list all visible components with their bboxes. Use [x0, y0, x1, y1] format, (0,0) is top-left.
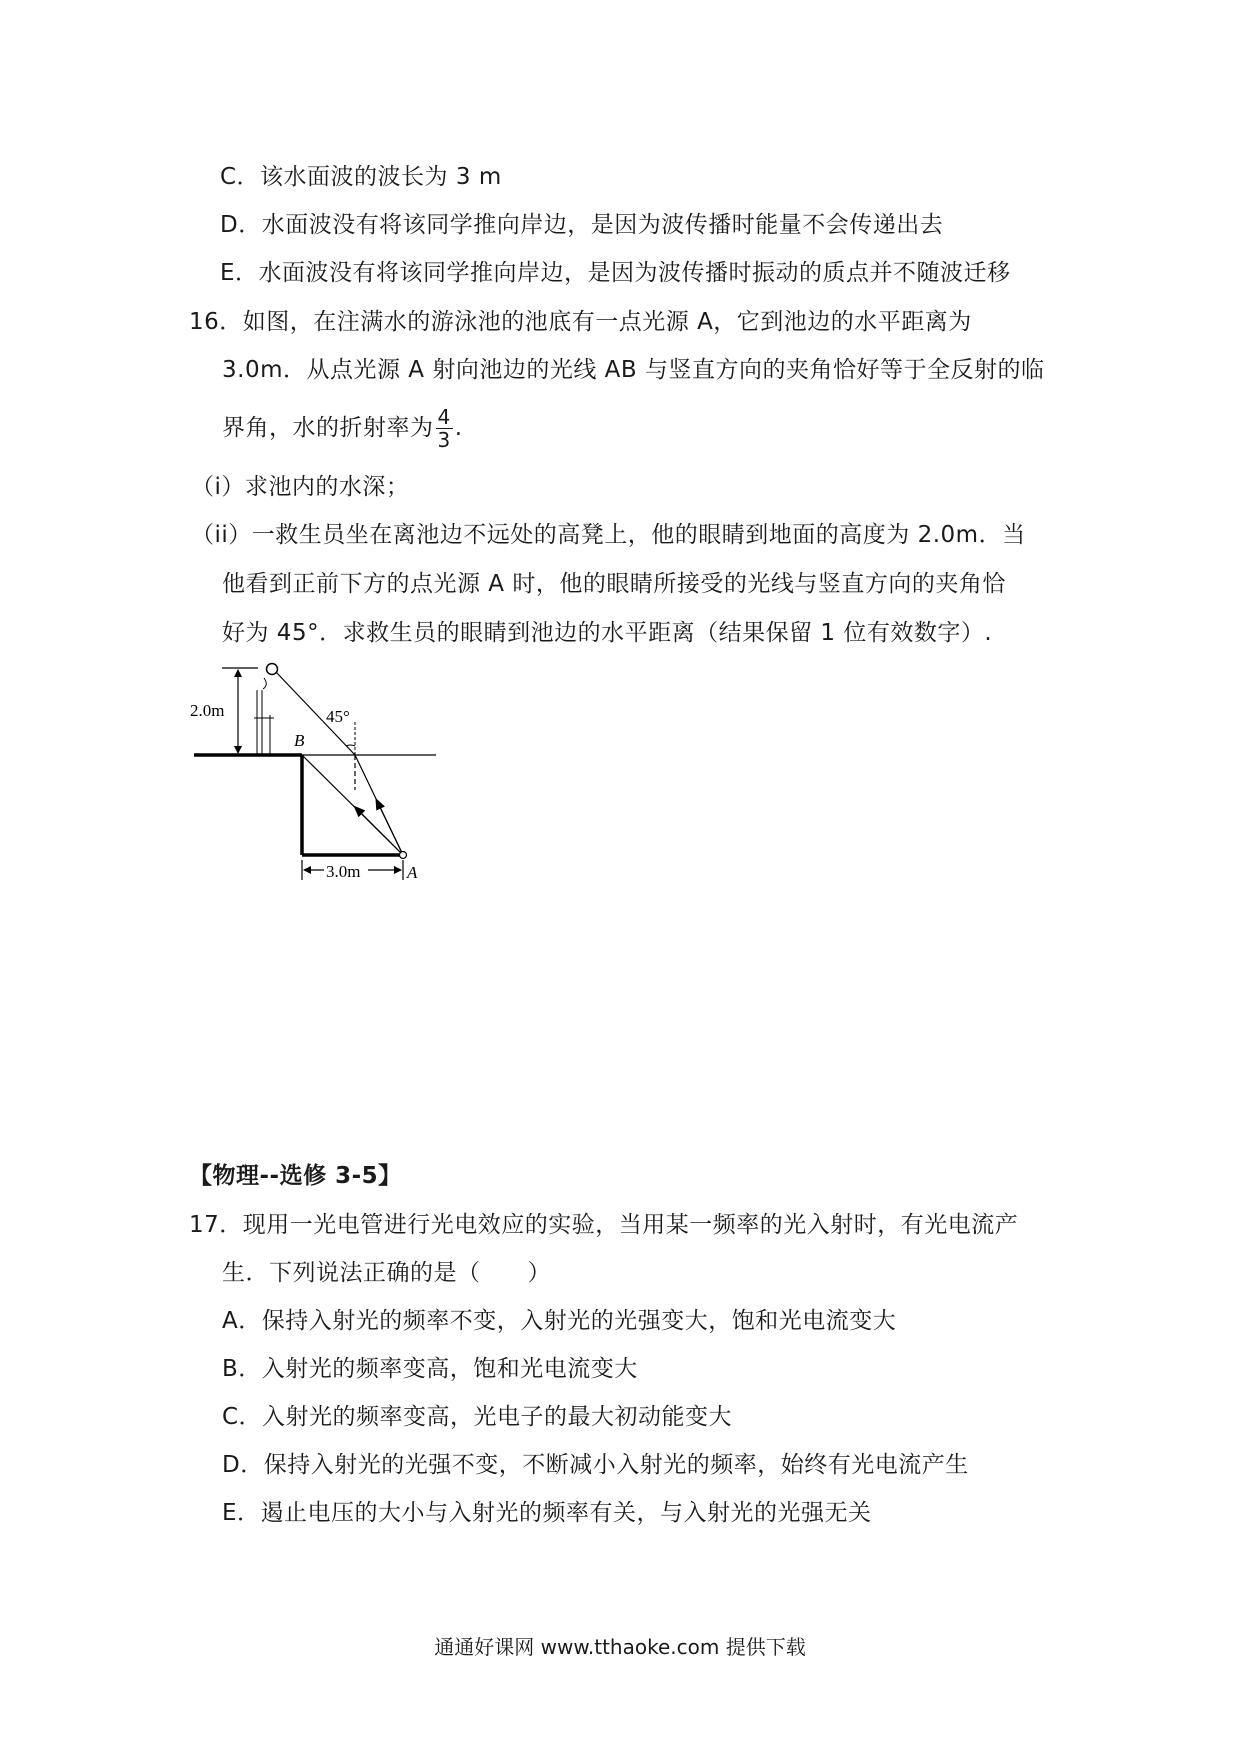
- lifeguard-chair: [254, 664, 278, 756]
- q17-stem-line1: 17．现用一光电管进行光电效应的实验，当用某一频率的光入射时，有光电流产: [189, 1212, 1019, 1238]
- fraction-denominator: 3: [437, 428, 451, 452]
- width-arrowhead-left: [303, 866, 311, 874]
- q15-option-e: E．水面波没有将该同学推向岸边，是因为波传播时振动的质点并不随波迁移: [220, 260, 1011, 286]
- refractive-index-fraction: [436, 406, 453, 451]
- angle-arc: [346, 745, 355, 746]
- q16-part-ii-line3: 好为 45°．求救生员的眼睛到池边的水平距离（结果保留 1 位有效数字）.: [222, 620, 993, 646]
- q16-part-ii-line2: 他看到正前下方的点光源 A 时，他的眼睛所接受的光线与竖直方向的夹角恰: [222, 571, 1006, 597]
- q15-option-c: C．该水面波的波长为 3 m: [220, 164, 502, 190]
- q17-option-c: C．入射光的频率变高，光电子的最大初动能变大: [222, 1404, 733, 1430]
- q16-part-ii-line1: （ii）一救生员坐在离池边不远处的高凳上，他的眼睛到地面的高度为 2.0m．当: [191, 522, 1026, 548]
- q16-part-i: （i）求池内的水深；: [191, 474, 410, 500]
- q16-stem-line2: 3.0m．从点光源 A 射向池边的光线 AB 与竖直方向的夹角恰好等于全反射的临: [222, 357, 1045, 383]
- pool-diagram: [190, 660, 450, 890]
- height-arrow-top: [234, 669, 242, 677]
- q17-option-a: A．保持入射光的频率不变，入射光的光强变大，饱和光电流变大: [222, 1308, 897, 1334]
- q17-option-b: B．入射光的频率变高，饱和光电流变大: [222, 1356, 638, 1382]
- label-height: 2.0m: [190, 701, 225, 720]
- label-angle: 45°: [326, 707, 350, 726]
- q17-option-d: D．保持入射光的光强不变，不断减小入射光的频率，始终有光电流产生: [222, 1452, 969, 1478]
- q16-stem-line3-prefix: 界角，水的折射率为: [222, 415, 434, 441]
- fraction-numerator: 4: [437, 405, 451, 429]
- critical-ray-arrow: [356, 808, 403, 855]
- width-arrowhead-right: [394, 866, 402, 874]
- label-a: A: [407, 863, 418, 882]
- water-ray-arrow: [377, 801, 403, 855]
- label-b: B: [294, 731, 305, 750]
- q15-option-d: D．水面波没有将该同学推向岸边，是因为波传播时能量不会传递出去: [220, 212, 944, 238]
- section-title: 【物理--选修 3-5】: [189, 1163, 402, 1189]
- page-footer: 通通好课网 www.tthaoke.com 提供下载: [434, 1635, 806, 1659]
- height-arrow-bottom: [234, 746, 242, 754]
- q16-stem-line3: [222, 406, 463, 451]
- q17-stem-line2: 生．下列说法正确的是（ ）: [222, 1260, 551, 1286]
- q16-stem-line3-suffix: .: [454, 415, 463, 441]
- light-source-icon: [400, 852, 407, 859]
- label-width: 3.0m: [326, 862, 361, 881]
- q16-stem-line1: 16．如图，在注满水的游泳池的池底有一点光源 A，它到池边的水平距离为: [189, 309, 972, 335]
- q17-option-e: E．遏止电压的大小与入射光的频率有关，与入射光的光强无关: [222, 1500, 872, 1526]
- eye-icon: [267, 664, 278, 675]
